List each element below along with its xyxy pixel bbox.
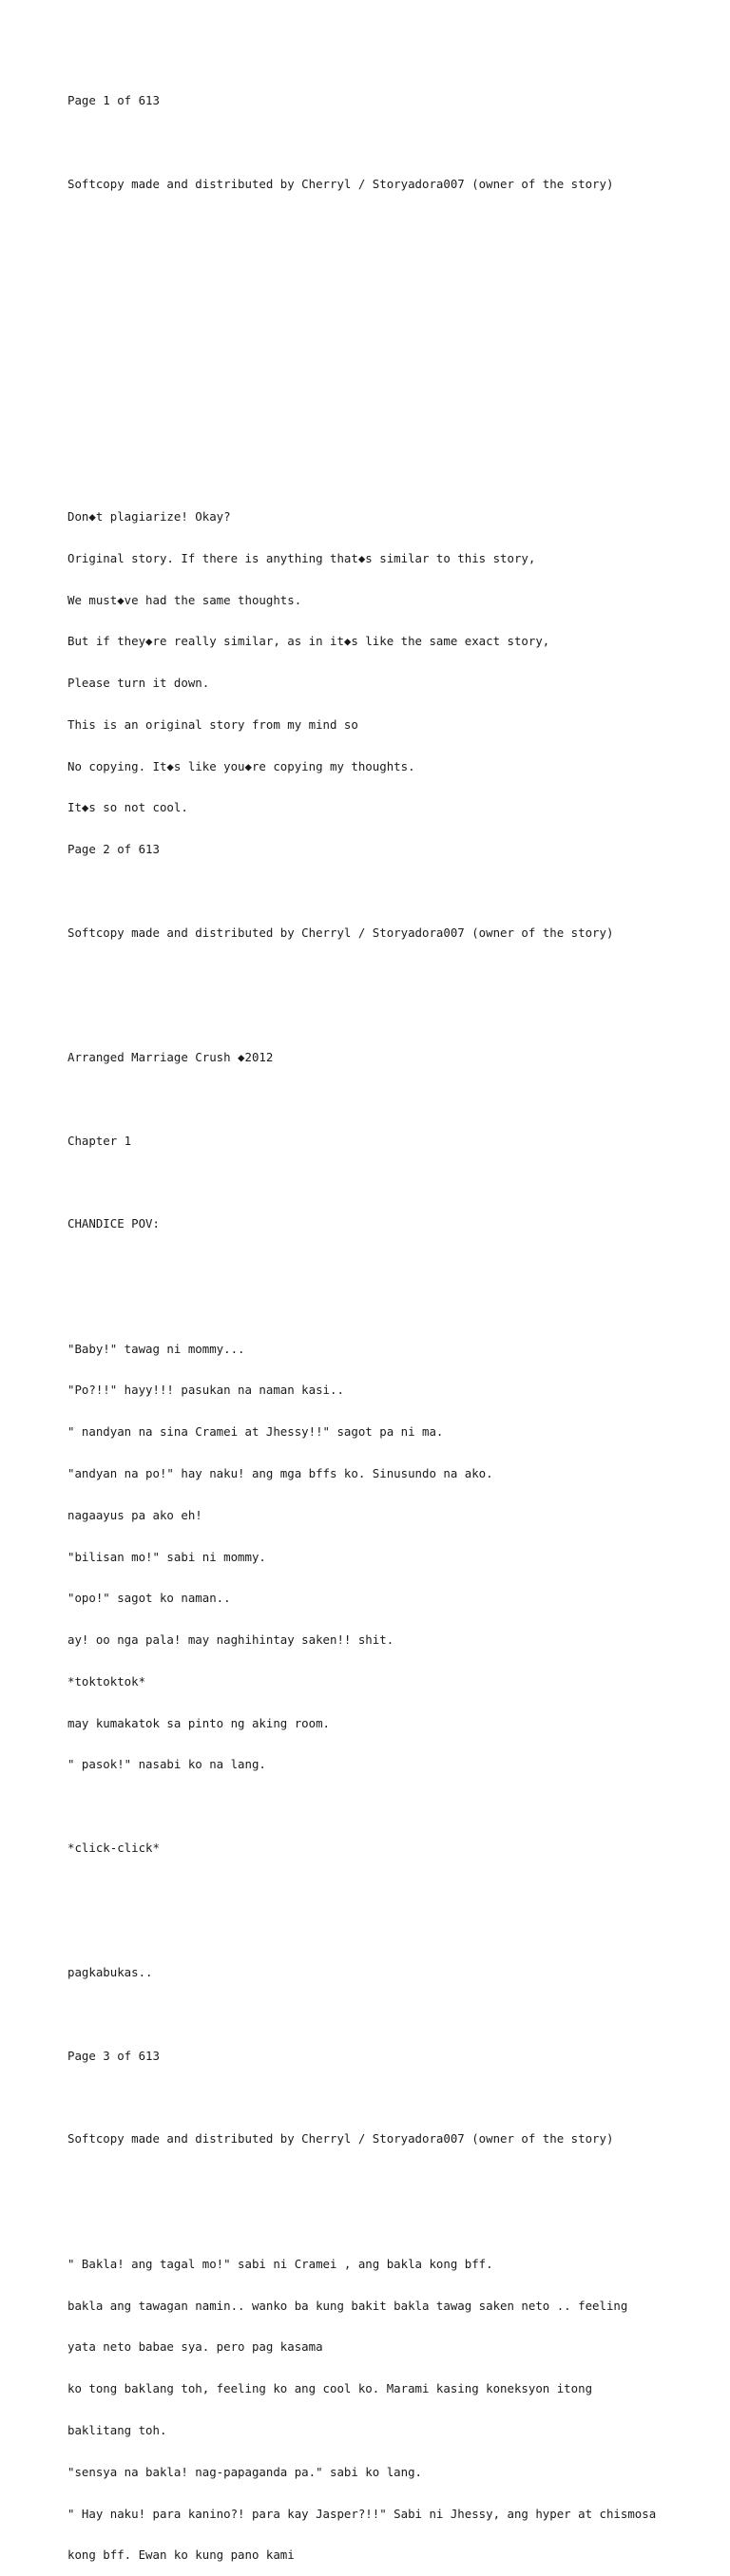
softcopy-notice: Softcopy made and distributed by Cherryl / Storyadora007 (owner of the story) bbox=[67, 176, 614, 191]
text-line: "opo!" sagot ko naman.. bbox=[67, 1591, 231, 1606]
blank-line bbox=[67, 136, 723, 150]
text-line: Original story. If there is anything that◆s similar to this story, bbox=[67, 550, 536, 565]
pov-heading: CHANDICE POV: bbox=[67, 1216, 160, 1231]
page-header: Page 1 of 613 bbox=[67, 93, 160, 108]
blank-line bbox=[67, 1093, 723, 1107]
chapter-heading: Chapter 1 bbox=[67, 1133, 132, 1148]
text-line: ay! oo nga pala! may naghihintay saken!! shit. bbox=[67, 1632, 394, 1648]
text-line: "Po?!!" hayy!!! pasukan na naman kasi.. bbox=[67, 1383, 344, 1398]
blank-line bbox=[67, 260, 723, 275]
blank-line bbox=[67, 1800, 723, 1814]
text-line: pagkabukas.. bbox=[67, 1965, 153, 1980]
text-line: may kumakatok sa pinto ng aking room. bbox=[67, 1715, 331, 1730]
text-line: bakla ang tawagan namin.. wanko ba kung bakit bakla tawag saken neto .. feeling bbox=[67, 2298, 628, 2313]
blank-line bbox=[67, 2008, 723, 2022]
blank-line bbox=[67, 1883, 723, 1898]
text-line: Please turn it down. bbox=[67, 676, 210, 691]
text-line: "andyan na po!" hay naku! ang mga bffs ko. Sinusundo na ako. bbox=[67, 1465, 493, 1480]
blank-line bbox=[67, 344, 723, 358]
text-line: Don◆t plagiarize! Okay? bbox=[67, 509, 231, 524]
text-line: But if they◆re really similar, as in it◆s like the same exact story, bbox=[67, 634, 550, 649]
blank-line bbox=[67, 885, 723, 899]
text-line: It◆s so not cool. bbox=[67, 800, 188, 815]
blank-line bbox=[67, 1176, 723, 1191]
text-line: ko tong baklang toh, feeling ko ang cool ko. Marami kasing koneksyon itong bbox=[67, 2381, 593, 2396]
text-line: " pasok!" nasabi ko na lang. bbox=[67, 1757, 266, 1772]
blank-line bbox=[67, 968, 723, 983]
blank-line bbox=[67, 2091, 723, 2106]
text-line: baklitang toh. bbox=[67, 2422, 167, 2437]
blank-line bbox=[67, 2216, 723, 2230]
text-line: This is an original story from my mind so bbox=[67, 716, 358, 732]
softcopy-notice: Softcopy made and distributed by Cherryl / Storyadora007 (owner of the story) bbox=[67, 2131, 614, 2147]
text-line: *toktoktok* bbox=[67, 1673, 146, 1689]
blank-line bbox=[67, 1925, 723, 1939]
blank-line bbox=[67, 302, 723, 316]
story-title: Arranged Marriage Crush ◆2012 bbox=[67, 1050, 274, 1065]
softcopy-notice: Softcopy made and distributed by Cherryl / Storyadora007 (owner of the story) bbox=[67, 925, 614, 940]
document-body bbox=[67, 67, 723, 2576]
blank-line bbox=[67, 386, 723, 400]
text-line: *click-click* bbox=[67, 1841, 160, 1855]
blank-line bbox=[67, 468, 723, 483]
text-line: kong bff. Ewan ko kung pano kami bbox=[67, 2547, 295, 2563]
blank-line bbox=[67, 219, 723, 234]
blank-line bbox=[67, 427, 723, 441]
text-line: No copying. It◆s like you◆re copying my thoughts. bbox=[67, 758, 415, 773]
blank-line bbox=[67, 1009, 723, 1023]
text-line: "bilisan mo!" sabi ni mommy. bbox=[67, 1549, 266, 1564]
text-line: " Hay naku! para kanino?! para kay Jasper?!!" Sabi ni Jhessy, ang hyper at chismosa bbox=[67, 2506, 657, 2521]
text-line: " nandyan na sina Cramei at Jhessy!!" sagot pa ni ma. bbox=[67, 1424, 444, 1440]
text-line: " Bakla! ang tagal mo!" sabi ni Cramei , ang bakla kong bff. bbox=[67, 2256, 493, 2271]
text-line: yata neto babae sya. pero pag kasama bbox=[67, 2339, 323, 2355]
text-line: "Baby!" tawag ni mommy... bbox=[67, 1341, 245, 1356]
blank-line bbox=[67, 1301, 723, 1315]
text-line: We must◆ve had the same thoughts. bbox=[67, 592, 302, 607]
page-header: Page 2 of 613 bbox=[67, 842, 160, 857]
text-line: "sensya na bakla! nag-papaganda pa." sabi ko lang. bbox=[67, 2464, 422, 2479]
page-header: Page 3 of 613 bbox=[67, 2048, 160, 2063]
text-line: nagaayus pa ako eh! bbox=[67, 1507, 202, 1522]
blank-line bbox=[67, 1259, 723, 1273]
blank-line bbox=[67, 2174, 723, 2188]
